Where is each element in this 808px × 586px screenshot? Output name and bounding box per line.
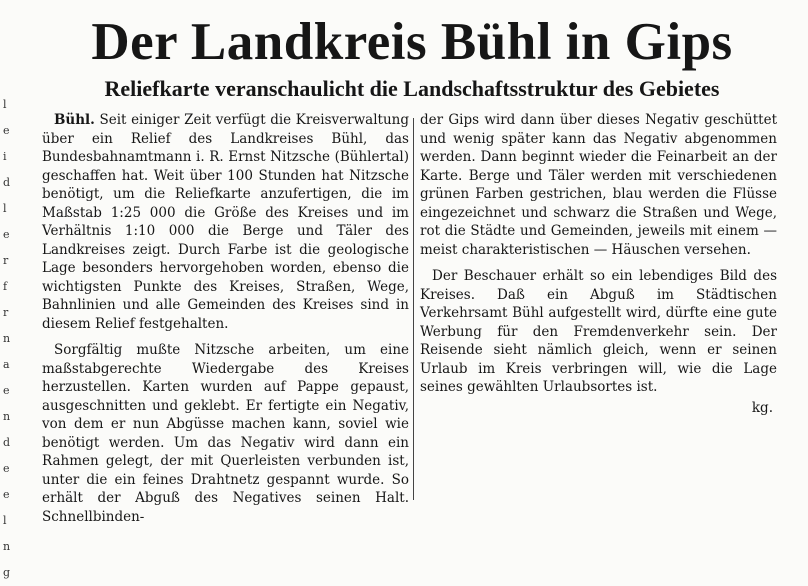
author-signature: kg. [751, 399, 773, 416]
article-column-right [420, 111, 777, 417]
column-divider [413, 118, 414, 500]
adjacent-column-fragments [0, 0, 16, 579]
edge-fragment: e [3, 384, 10, 397]
edge-fragment: g [3, 566, 11, 579]
paragraph: Sorgfältig mußte Nitzsche arbeiten, um eine maßstabgerechte Wiedergabe des Kreises herzustellen. Karten wurden auf Pappe gepaust, ausgeschnitten und geklebt. Er fertigte ein Negativ, von dem er nun Abgüsse machen kann, soviel wie benötigt werden. Um das Negativ wird dann ein Rahmen gelegt, der mit Querleisten verbunden ist, unter die ein feines Drahtnetz gespannt wurde. So erhält der Abguß des Negatives seinen Halt. Schnellbinden- [42, 342, 409, 525]
edge-fragment: n [3, 540, 11, 553]
edge-fragment: e [3, 124, 10, 137]
edge-fragment: e [3, 462, 10, 475]
edge-fragment: a [3, 358, 10, 371]
edge-fragment: i [3, 150, 7, 163]
edge-fragment: n [3, 332, 11, 345]
edge-fragment: l [3, 514, 7, 527]
edge-fragment: d [3, 436, 11, 449]
article-headline: Der Landkreis Bühl in Gips [91, 13, 733, 71]
paragraph-text: Seit einiger Zeit verfügt die Kreisverwaltung über ein Relief des Landkreises Bühl, das Bundesbahnamtmann i. R. Ernst Nitzsche (Bühlertal) geschaffen hat. Weit über 100 Stunden hat Nitzsche benötigt, um die Reliefkarte anzufertigen, die im Maßstab 1:25 000 die Größe des Kreises und im Verhältnis 1:10 000 die Berge und Täler des Landkreises zeigt. Durch Farbe ist die geologische Lage besonders hervorgehoben worden, ebenso die wichtigsten Punkte des Kreises, Straßen, Wege, Bahnlinien und alle Gemeinden des Kreises sind in diesem Relief festgehalten. [42, 112, 409, 332]
edge-fragment: d [3, 176, 11, 189]
edge-fragment: e [3, 228, 10, 241]
edge-fragment: e [3, 488, 10, 501]
edge-fragment: n [3, 410, 11, 423]
article-column-left [42, 111, 409, 534]
edge-fragment: r [3, 254, 9, 267]
edge-fragment: f [3, 280, 8, 293]
paragraph: der Gips wird dann über dieses Negativ geschüttet und wenig später kann das Negativ abgenommen werden. Dann beginnt wieder die Feinarbeit an der Karte. Berge und Täler werden mit verschiedenen grünen Farben gestrichen, blau werden die Flüsse eingezeichnet und schwarz die Straßen und Wege, rot die Städte und Gemeinden, jeweils mit einem — meist charakteristischen — Häuschen versehen. [420, 112, 777, 258]
dateline: Bühl. [54, 112, 95, 128]
edge-fragment: r [3, 306, 9, 319]
article-subheadline: Reliefkarte veranschaulicht die Landschaftsstruktur des Gebietes [104, 76, 720, 101]
paragraph: Der Beschauer erhält so ein lebendiges Bild des Kreises. Daß ein Abguß im Städtischen Verkehrsamt Bühl aufgestellt wird, dürfte eine gute Werbung für den Fremdenverkehr sein. Der Reisende sieht nämlich gleich, wenn er seinen Urlaub im Kreis verbringen will, wie die Lage seines gewählten Urlaubsortes ist. [420, 268, 777, 395]
paragraph [42, 111, 409, 333]
edge-fragment: l [3, 202, 7, 215]
edge-fragment: l [3, 98, 7, 111]
